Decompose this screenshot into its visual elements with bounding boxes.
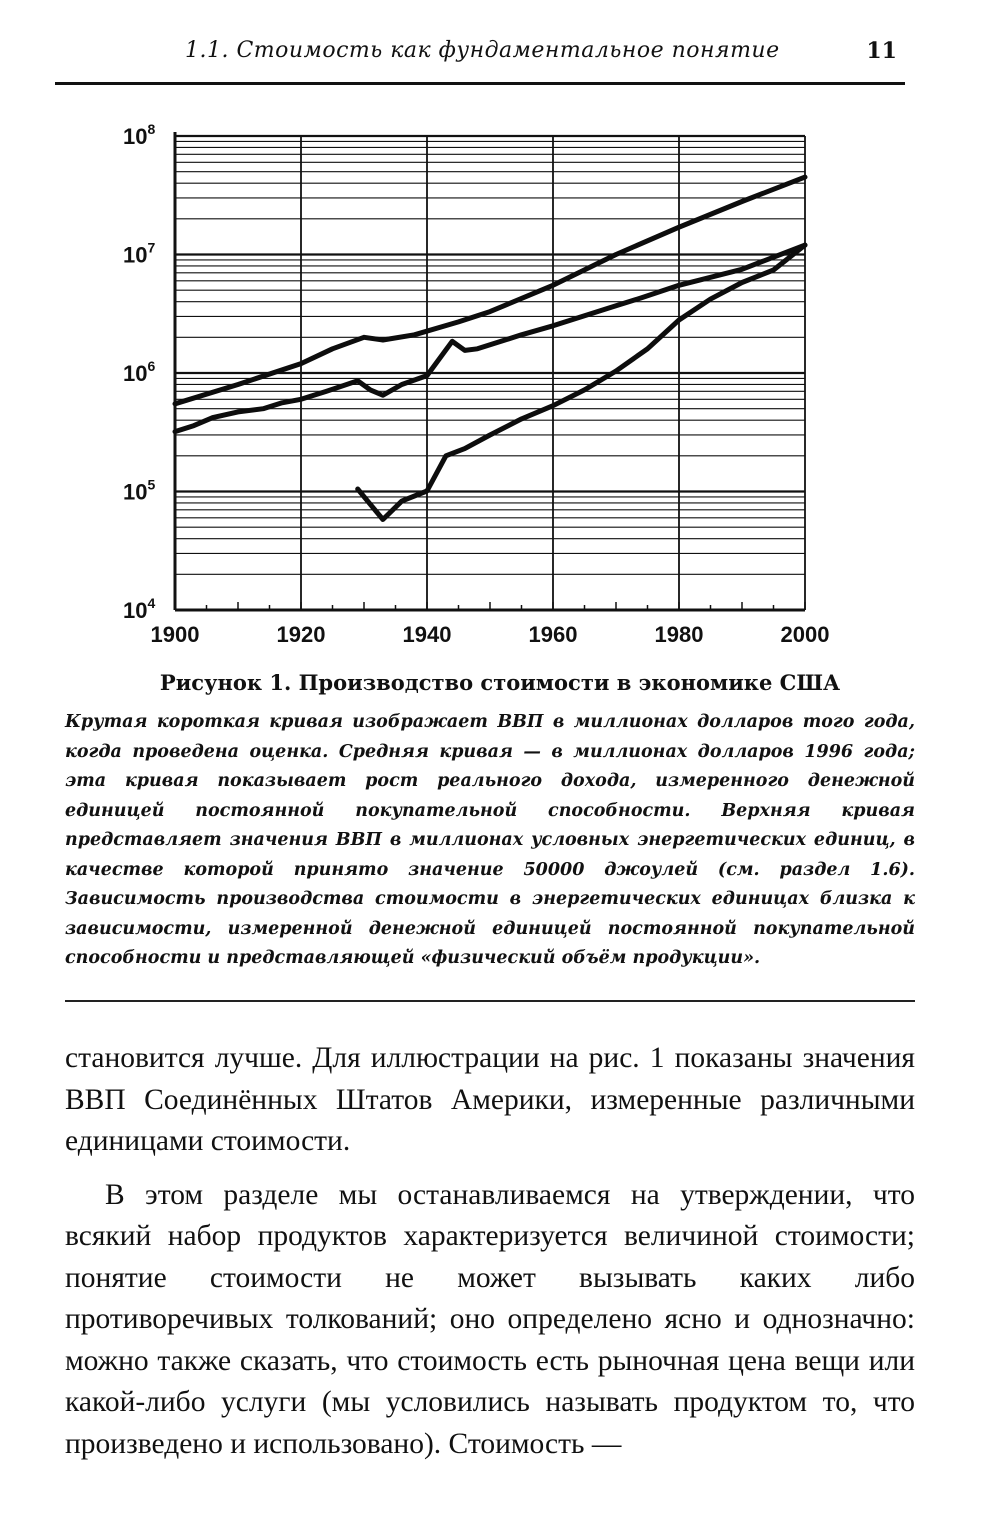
series-steep-current-dollars bbox=[358, 245, 805, 519]
y-tick-label: $10^8$ bbox=[123, 121, 156, 149]
gdp-chart bbox=[100, 118, 860, 663]
figure-caption: Крутая короткая кривая изображает ВВП в миллионах долларов того года, когда проведена оценка. Средняя кривая — в миллионах долларов 1996 года; эта кривая показывает рост реального дохода, измеренного денежной единицей постоянной покупательной способности. Верхняя кривая представляет значения ВВП в миллионах условных энергетических единиц, в качестве которой принято значение 50000 джоулей (см. раздел 1.6). Зависимость производства стоимости в энергетических единицах близка к зависимости, измеренной денежной единицей постоянной покупательной способности и представляющей «физический объём продукции». bbox=[65, 712, 915, 968]
body-paragraph-1: становится лучше. Для иллюстрации на рис. 1 показаны значения ВВП Соединённых Штатов Америки, измеренные различными единицами стоимости. bbox=[65, 1042, 915, 1157]
figure-title: Рисунок 1. Производство стоимости в экономике США bbox=[159, 670, 841, 695]
y-tick-label: $10^5$ bbox=[123, 476, 156, 505]
running-title: 1.1. Стоимость как фундаментальное понятие bbox=[185, 38, 780, 63]
x-tick-label: 2000 bbox=[780, 622, 830, 647]
chart-series bbox=[175, 177, 805, 519]
x-tick-label: 1960 bbox=[528, 622, 578, 647]
section-divider bbox=[65, 1000, 915, 1002]
x-tick-label: 1920 bbox=[276, 622, 326, 647]
body-text bbox=[65, 1038, 915, 1477]
x-tick-label: 1940 bbox=[402, 622, 452, 647]
x-tick-label: 1980 bbox=[654, 622, 704, 647]
page-number: 11 bbox=[866, 38, 897, 64]
y-tick-exponent: 5 bbox=[147, 476, 156, 493]
body-paragraph-2: В этом разделе мы останавливаемся на утверждении, что всякий набор продуктов характеризуется величиной стоимости; понятие стоимости не может вызывать каких либо противоречивых толкований; оно определено ясно и однозначно: можно также сказать, что стоимость есть рыночная цена вещи или какой-либо услуги (мы условились называть продуктом то, что произведено и использовано). Стоимость — bbox=[65, 1178, 915, 1460]
y-tick-label: $10^6$ bbox=[123, 358, 156, 386]
y-tick-exponent: 4 bbox=[147, 595, 156, 611]
y-tick-exponent: 6 bbox=[147, 358, 156, 374]
y-tick-label: $10^7$ bbox=[123, 239, 156, 268]
y-tick-exponent: 7 bbox=[147, 239, 156, 256]
y-tick-exponent: 8 bbox=[147, 121, 156, 137]
x-tick-label: 1900 bbox=[150, 622, 200, 647]
running-header bbox=[55, 38, 905, 85]
y-tick-label: $10^4$ bbox=[123, 595, 156, 623]
